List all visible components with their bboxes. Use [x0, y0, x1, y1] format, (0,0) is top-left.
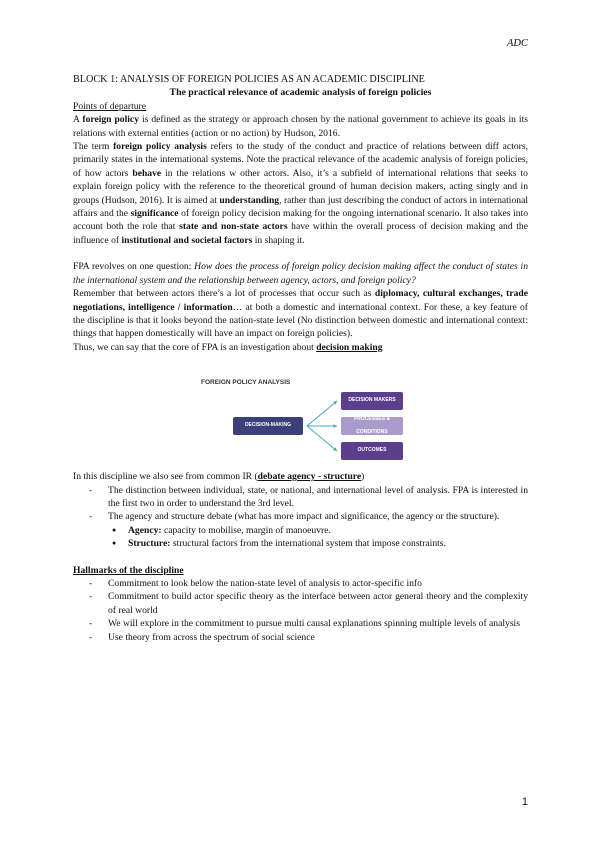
processes-box: PROCESSES & CONDITIONS — [341, 417, 403, 435]
diagram-arrow — [307, 401, 337, 426]
list-item: - We will explore in the commitment to pursue multi causal explanations spinning multiple levels of analysis — [108, 617, 528, 630]
page-number: 1 — [521, 796, 528, 808]
debate-list — [73, 484, 528, 524]
decision-makers-box: DECISION MAKERS — [341, 392, 403, 410]
agency-structure-list — [73, 524, 528, 551]
para-question: FPA revolves on one question: How does the process of foreign policy decision making affect the conduct of states in the international system and the relationship between agency, actors, and foreign policy? — [73, 261, 528, 286]
list-item: - Use theory from across the spectrum of social science — [108, 631, 528, 644]
para-debate: In this discipline we also see from common IR (debate agency - structure) — [73, 471, 365, 483]
block-title: BLOCK 1: ANALYSIS OF FOREIGN POLICIES AS AN ACADEMIC DISCIPLINE — [73, 74, 425, 85]
points-heading: Points of departure — [73, 100, 147, 112]
fpa-diagram — [201, 376, 441, 466]
list-item: - The distinction between individual, state, or national, and international level of analysis. FPA is interested in the first two in order to understand the 3rd level. — [108, 484, 528, 511]
para-processes: Remember that between actors there’s a lot of processes that occur such as diplomacy, cultural exchanges, trade negotiations, intelligence / information… at both a domestic and international context. For these, a key feature of the discipline is that it looks beyond the nation-state level (No distinction between domestic and international context: things that happen domestically will have an impact on foreign policies). — [73, 288, 528, 340]
list-item: ● Structure: structural factors from the international system that impose constraints. — [128, 537, 528, 550]
document-body — [73, 73, 528, 644]
header-initials: ADC — [507, 38, 528, 49]
para-fpa-definition: The term foreign policy analysis refers to the study of the conduct and practice of relations between diff actors, primarily states in the international systems. Note the practical relevance of the academic analysis of foreign policies, of how actors behave in the relations w other actors. Also, it’s a subfield of international relations that seeks to explain foreign policy with the reference to the theoretical ground of human decision makers, acting singly and in groups (Hudson, 2016). It is aimed at understanding, rather than just describing the conduct of actors in international affairs and the significance of foreign policy decision making for the ongoing international scenario. It also takes into account both the role that state and non-state actors have within the overall process of decision making and the influence of institutional and societal factors in shaping it. — [73, 141, 528, 246]
outcomes-box: OUTCOMES — [341, 442, 403, 460]
subtitle: The practical relevance of academic analysis of foreign policies — [169, 87, 432, 99]
decision-making-box: DECISION-MAKING — [233, 417, 303, 435]
para-core: Thus, we can say that the core of FPA is an investigation about decision making — [73, 341, 383, 353]
hallmarks-list — [73, 577, 528, 644]
hallmarks-heading: Hallmarks of the discipline — [73, 564, 184, 576]
list-item: ● Agency: capacity to mobilise, margin of manoeuvre. — [128, 524, 528, 537]
para-foreign-policy: A foreign policy is defined as the strategy or approach chosen by the national government to achieve its goals in its relations with external entities (action or no action) by Hudson, 2016. — [73, 114, 528, 139]
list-item: - Commitment to build actor specific theory as the interface between actor general theory and the complexity of real world — [108, 590, 528, 617]
diagram-arrow — [307, 426, 337, 451]
diagram-arrowhead — [333, 424, 337, 428]
list-item: - The agency and structure debate (what has more impact and significance, the agency or the structure). — [108, 510, 528, 523]
list-item: - Commitment to look below the nation-state level of analysis to actor-specific info — [108, 577, 528, 590]
diagram-title: FOREIGN POLICY ANALYSIS — [201, 379, 291, 387]
